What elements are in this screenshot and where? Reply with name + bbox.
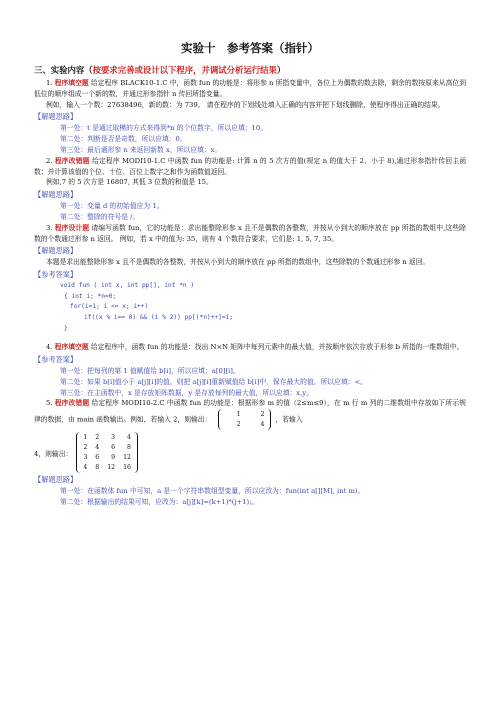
- q4-body: 给定程序中，函数 fun 的功能是：找出 N×N 矩阵中每列元素中的最大值，并按顺序依次存放于形参 b 所指的一维数组中。: [90, 343, 464, 352]
- q2-example: 例如,7 的 5 次方是 16807, 其低 3 位数的和值是 15。: [46, 178, 213, 187]
- q4-bracket: 【参考答案】: [34, 354, 78, 364]
- code-line: void fun ( int x, int pp[], int *n ): [60, 282, 195, 290]
- matrix-cell: 2: [95, 434, 100, 442]
- q5-body: 给定程序 MODI10-2.C 中函数 fun 的功能是：根据形参 m 的值（2≤m≤9），在 m 行 m 列的二维数组中存放如下所示规律的数据，由 main 函数输出。例如，若输入 2，则输出：: [34, 399, 467, 424]
- section-note: 按要求完善或设计以下程序，并调试分析运行结果: [92, 65, 277, 75]
- section-heading: [34, 64, 466, 76]
- q5-text: [34, 398, 466, 430]
- q3-code-block: [60, 281, 466, 334]
- q2-tag: 程序改错题: [54, 156, 90, 165]
- q1-example: 例如，输入一个数：27638496，新的数：为 739。 请在程序的下划线处填入正确的内容并把下划线删除，使程序得出正确的结果。: [46, 100, 445, 109]
- matrix-cell: 1: [236, 411, 241, 419]
- q5-num: 5.: [46, 399, 53, 408]
- matrix-cell: 9: [111, 454, 116, 462]
- matrix-cell: 2: [83, 444, 88, 452]
- q1-tag: 程序填空题: [54, 79, 89, 87]
- code-line: if((x % i== 0) && (i % 2)) pp[(*n)++]=i;: [84, 313, 234, 321]
- q4-tag: 程序填空题: [54, 343, 89, 352]
- matrix-cell: 12: [123, 454, 131, 462]
- matrix-cell: 6: [95, 454, 100, 462]
- q2-answer-2: 第二处：整除的符号是 /。: [60, 212, 140, 221]
- q1-num: 1.: [46, 79, 53, 87]
- matrix-cell: 6: [111, 444, 116, 452]
- q4-answer-1: 第一处：把每列的第 1 值赋值给 b[i]，所以应填：a[0][i]。: [60, 366, 240, 375]
- matrix-cell: 4: [83, 464, 88, 472]
- code-line: for(i=1; i <= x; i++): [70, 303, 149, 311]
- q2-answer-1: 第一处：变量 d 的初始值应为 1。: [60, 202, 164, 211]
- q3-bracket-2: 【参考答案】: [34, 270, 78, 280]
- q2-body: 给定程序 MODI10-1.C 中函数 fun 的功能是: 计算 n 的 5 次方的值(规定 n 的值大于 2、小于 8),通过形参指针传回主函数；并计算该值的个位、十位、百位上数字之和作为函数值返回。: [34, 156, 466, 176]
- q2-text: [34, 156, 466, 178]
- q4-text: [34, 342, 466, 353]
- q5-after-m2: ，若输入: [275, 415, 303, 424]
- matrix-cell: 4: [95, 444, 100, 452]
- q5-matrix-line: [34, 432, 466, 473]
- matrix-cell: 8: [95, 464, 100, 472]
- q5-answer-2: 第二处：根据输出的结果可知，应改为：a[j][k]=(k+1)*(j+1);。: [60, 497, 259, 506]
- matrix-cell: 1: [83, 434, 88, 442]
- matrix-cell: 12: [107, 464, 116, 472]
- q1-body: 给定程序 BLACK10-1.C 中，函数 fun 的功能是：将形参 n 所指变量中，各位上为偶数的数去除，剩余的数按原来从高位到低位的顺序组成一个新的数，并通过形参指针 n 传回所指变量。: [34, 79, 466, 98]
- q3-tag: 程序设计题: [54, 223, 90, 232]
- matrix-cell: 4: [127, 434, 131, 442]
- code-line: { int i; *n=0;: [64, 292, 117, 300]
- q4-answer-2: 第二处：如果 b[i]值小于 a[j][i]的值，则把 a[j][i]重新赋值给 b[i]中，保存最大的值，所以应填：<。: [60, 377, 367, 386]
- matrix-4x4: [76, 432, 138, 473]
- q1-answer-3: 第三处：最后通形参 n 来返回新数 x，所以应填：x。: [60, 145, 222, 154]
- q1-answer-2: 第二处：判断是否是奇数，所以应填：0。: [60, 135, 187, 144]
- q3-analysis: 本题是求出能整除形参 x 且不是偶数的各整数，并按从小到大的顺序放在 pp 所指的数组中，这些除数的个数通过形参 n 返回。: [46, 258, 430, 267]
- q5-lead4: 4，则输出：: [34, 449, 73, 458]
- matrix-cell: 2: [236, 421, 241, 429]
- page-title: 实验十 参考答案（指针）: [181, 41, 319, 55]
- q1-answer-1: 第一处：t 是通过取模的方式来得到*n 的个位数字，所以应填：10。: [60, 124, 267, 133]
- code-line: }: [64, 324, 68, 332]
- matrix-cell: 8: [127, 444, 131, 452]
- q3-num: 3.: [46, 223, 53, 232]
- q2-bracket: 【解题思路】: [34, 190, 78, 200]
- q5-answer-1: 第一处：在函数体 fun 中可知，a 是一个字符串数组型变量，所以应改为：fun(int a[][M], int m)。: [60, 487, 365, 496]
- q3-bracket: 【解题思路】: [34, 246, 78, 256]
- q4-num: 4.: [46, 343, 53, 352]
- section-close: ）: [276, 65, 286, 75]
- q2-num: 2.: [46, 156, 53, 165]
- matrix-cell: 16: [123, 464, 131, 472]
- matrix-cell: 3: [83, 454, 88, 462]
- q1-bracket: 【解题思路】: [34, 112, 78, 122]
- matrix-cell: 4: [260, 421, 265, 429]
- matrix-2x2: [218, 409, 272, 430]
- matrix-cell: 3: [111, 434, 116, 442]
- q5-tag: 程序改错题: [54, 399, 90, 408]
- matrix-cell: 2: [260, 411, 265, 419]
- q1-text: [34, 78, 466, 100]
- q3-text: [34, 223, 466, 245]
- q5-bracket: 【解题思路】: [34, 475, 78, 485]
- section-label: 三、实验内容（: [34, 65, 93, 75]
- q3-body: 请编写函数 fun，它的功能是：求出能整除形参 x 且不是偶数的各整数，并按从小到大的顺序放在 pp 所指的数组中,这些除数的个数通过形参 n 返回。 例如，若 x 中的值为: 35，则有 4 个数符合要求，它们是: 1, 5, 7, 35。: [34, 223, 466, 243]
- q4-answer-3: 第三处：在主函数中，x 是存放矩阵数据，y 是存放每列的最大值，所以应填：x,y。: [60, 388, 313, 397]
